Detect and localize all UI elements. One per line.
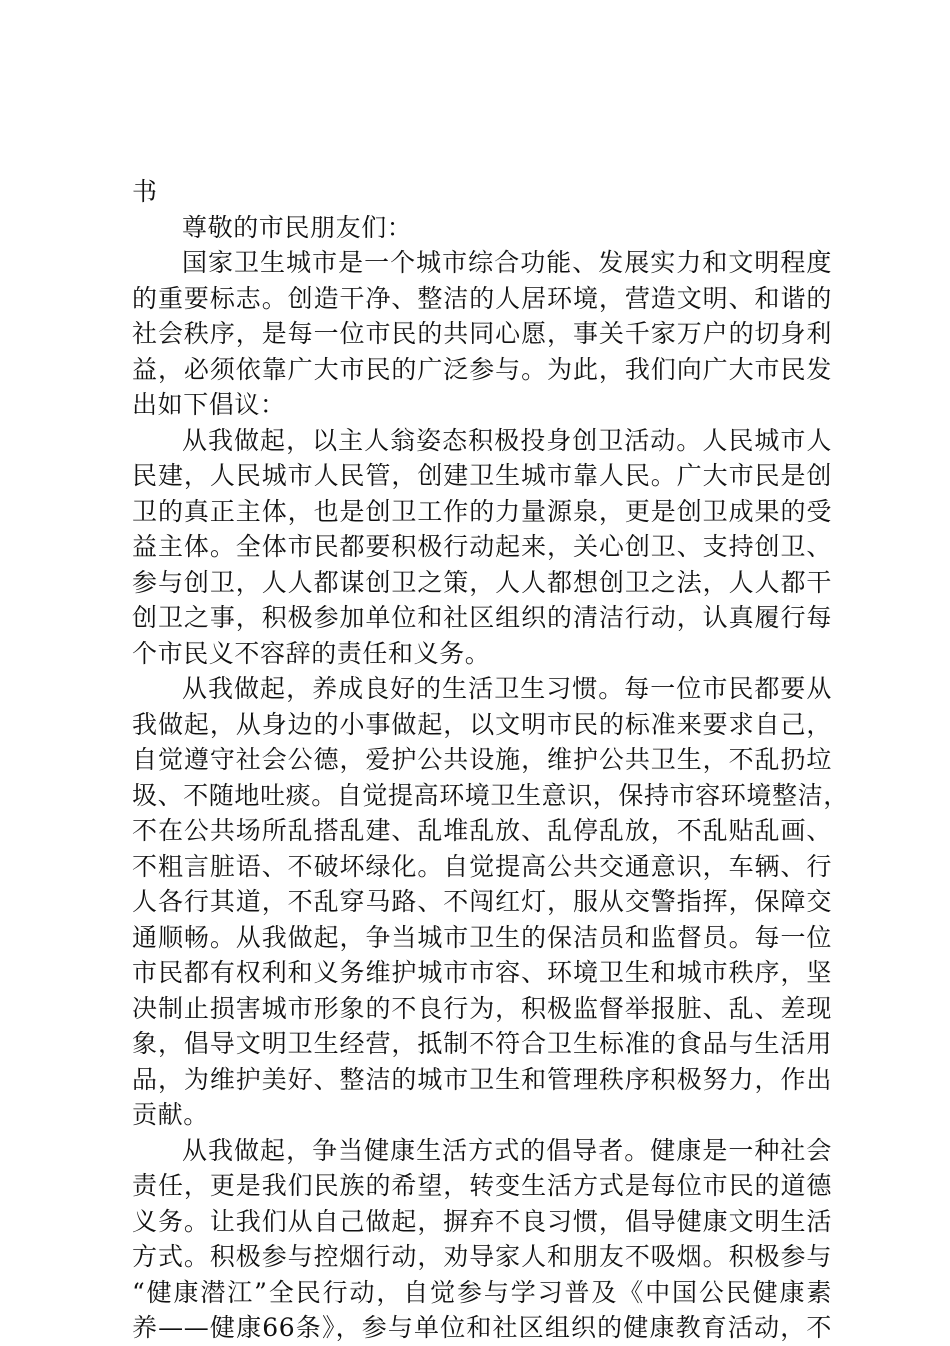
paragraph-line: 市民都有权利和义务维护城市市容、环境卫生和城市秩序，坚: [132, 958, 832, 987]
paragraph-line: “健康潜江”全民行动，自觉参与学习普及《中国公民健康素: [132, 1277, 832, 1307]
salutation: 尊敬的市民朋友们：: [182, 212, 413, 242]
paragraph-3: [132, 671, 849, 1133]
paragraph-2: [132, 423, 832, 672]
paragraph-line: 方式。积极参与控烟行动，劝导家人和朋友不吸烟。积极参与: [132, 1242, 832, 1271]
paragraph-line: 象，倡导文明卫生经营，抵制不符合卫生标准的食品与生活用: [132, 1029, 832, 1058]
paragraph-line: 人各行其道，不乱穿马路、不闯红灯，服从交警指挥，保障交: [132, 887, 832, 916]
paragraph-line: 参与创卫，人人都谋创卫之策，人人都想创卫之法，人人都干: [132, 567, 832, 597]
paragraph-line: 从我做起，以主人翁姿态积极投身创卫活动。人民城市人: [182, 425, 832, 455]
paragraph-line: 品，为维护美好、整洁的城市卫生和管理秩序积极努力，作出: [132, 1064, 832, 1094]
paragraph-4: [132, 1133, 832, 1346]
paragraph-line: 从我做起，争当健康生活方式的倡导者。健康是一种社会: [182, 1135, 832, 1165]
paragraph-line: 通顺畅。从我做起，争当城市卫生的保洁员和监督员。每一位: [132, 922, 832, 952]
paragraph-line: 益主体。全体市民都要积极行动起来，关心创卫、支持创卫、: [132, 532, 832, 561]
paragraph-line: 不粗言脏语、不破坏绿化。自觉提高公共交通意识，车辆、行: [132, 851, 832, 881]
paragraph-line: 社会秩序，是每一位市民的共同心愿，事关千家万户的切身利: [132, 319, 832, 348]
paragraph-line: 卫的真正主体，也是创卫工作的力量源泉，更是创卫成果的受: [132, 496, 832, 526]
paragraph-line: 益，必须依靠广大市民的广泛参与。为此，我们向广大市民发: [132, 354, 832, 384]
paragraph-line: 从我做起，养成良好的生活卫生习惯。每一位市民都要从: [182, 674, 832, 703]
header-fragment: 书: [132, 177, 158, 206]
paragraph-line: 我做起，从身边的小事做起，以文明市民的标准来要求自己，: [132, 709, 832, 739]
document-body: [132, 174, 849, 1346]
paragraph-line: 贡献。: [132, 1100, 209, 1129]
paragraph-1: [132, 245, 832, 423]
paragraph-line: 自觉遵守社会公德，爱护公共设施，维护公共卫生，不乱扔垃: [132, 745, 832, 774]
paragraph-line: 养——健康66条》，参与单位和社区组织的健康教育活动，不: [132, 1313, 832, 1342]
paragraph-line: 民建，人民城市人民管，创建卫生城市靠人民。广大市民是创: [132, 461, 832, 490]
paragraph-line: 不在公共场所乱搭乱建、乱堆乱放、乱停乱放，不乱贴乱画、: [132, 816, 832, 845]
paragraph-line: 出如下倡议：: [132, 390, 286, 419]
paragraph-line: 责任，更是我们民族的希望，转变生活方式是每位市民的道德: [132, 1171, 832, 1200]
paragraph-line: 圾、不随地吐痰。自觉提高环境卫生意识，保持市容环境整洁，: [132, 780, 849, 810]
paragraph-line: 个市民义不容辞的责任和义务。: [132, 638, 491, 668]
paragraph-line: 国家卫生城市是一个城市综合功能、发展实力和文明程度: [182, 248, 832, 277]
paragraph-line: 义务。让我们从自己做起，摒弃不良习惯，倡导健康文明生活: [132, 1206, 832, 1236]
paragraph-line: 的重要标志。创造干净、整洁的人居环境，营造文明、和谐的: [132, 283, 832, 313]
paragraph-line: 决制止损害城市形象的不良行为，积极监督举报脏、乱、差现: [132, 993, 832, 1023]
paragraph-line: 创卫之事，积极参加单位和社区组织的清洁行动，认真履行每: [132, 603, 832, 632]
